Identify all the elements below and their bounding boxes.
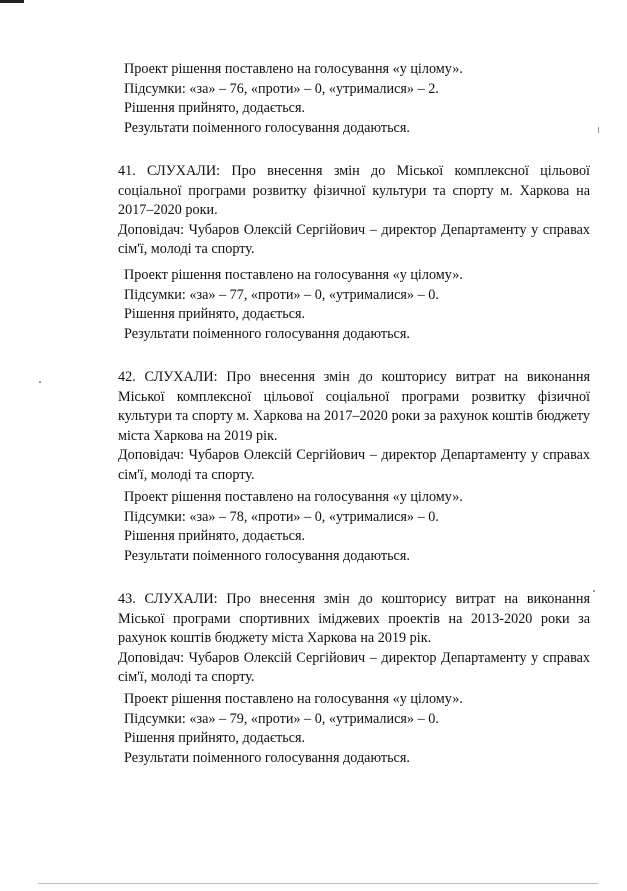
speaker: Доповідач: Чубаров Олексій Сергійович – директор Департаменту у справах сім'ї, молоді та спорту. [118, 221, 590, 258]
vote-line: Результати поіменного голосування додаються. [124, 119, 410, 136]
heard-label: 43. СЛУХАЛИ: [118, 591, 218, 607]
heard-label: 41. СЛУХАЛИ: [118, 163, 221, 179]
vote-line: Рішення прийнято, додається. [124, 528, 306, 545]
item-title-first: Про внесення змін до Міської комплексної цільової [231, 163, 590, 179]
item-title-first: Про внесення змін до кошторису витрат на виконання [226, 369, 590, 385]
scan-speck [593, 590, 595, 592]
vote-line: Проект рішення поставлено на голосування «у цілому». [124, 267, 463, 283]
agenda-item-43 [118, 590, 590, 688]
vote-line: Проект рішення поставлено на голосування «у цілому». [124, 489, 463, 505]
vote-line: Результати поіменного голосування додаються. [124, 547, 410, 564]
item-title [118, 590, 590, 649]
item-title-rest: Міської програми спортивних іміджевих проектів на 2013-2020 роки за рахунок коштів бюджету міста Харкова на 2019 рік. [118, 610, 590, 647]
item-title [118, 162, 590, 221]
vote-line: Проект рішення поставлено на голосування «у цілому». [124, 61, 463, 77]
vote-line: Результати поіменного голосування додаються. [124, 749, 410, 766]
vote-block-top [124, 60, 594, 138]
vote-block-43 [124, 690, 594, 768]
vote-block-42 [124, 488, 594, 566]
vote-line: Підсумки: «за» – 79, «проти» – 0, «утрималися» – 0. [124, 710, 439, 727]
bottom-scan-edge [38, 883, 598, 884]
item-title-first: Про внесення змін до кошторису витрат на виконання [226, 591, 590, 607]
vote-line: Проект рішення поставлено на голосування «у цілому». [124, 691, 463, 707]
item-title [118, 368, 590, 446]
vote-line: Підсумки: «за» – 78, «проти» – 0, «утрималися» – 0. [124, 508, 439, 525]
vote-line: Результати поіменного голосування додаються. [124, 325, 410, 342]
vote-line: Рішення прийнято, додається. [124, 100, 306, 117]
item-title-rest: соціальної програми розвитку фізичної культури та спорту м. Харкова на 2017–2020 роки. [118, 182, 590, 219]
vote-line: Підсумки: «за» – 77, «проти» – 0, «утрималися» – 0. [124, 286, 439, 303]
agenda-item-42 [118, 368, 590, 486]
scan-corner-mark [0, 0, 24, 3]
vote-block-41 [124, 266, 594, 344]
speaker: Доповідач: Чубаров Олексій Сергійович – директор Департаменту у справах сім'ї, молоді та спорту. [118, 447, 590, 483]
scan-speck [39, 381, 41, 383]
item-title-rest: Міської комплексної цільової соціальної програми розвитку фізичної культури та спорту м. Харкова на 2017–2020 роки за рахунок коштів бюджету міста Харкова на 2019 рік. [118, 388, 590, 444]
vote-line: Підсумки: «за» – 76, «проти» – 0, «утрималися» – 2. [124, 80, 439, 97]
scan-speck [598, 127, 599, 133]
vote-line: Рішення прийнято, додається. [124, 306, 306, 323]
agenda-item-41 [118, 162, 590, 260]
heard-label: 42. СЛУХАЛИ: [118, 369, 218, 385]
vote-line: Рішення прийнято, додається. [124, 730, 306, 747]
speaker: Доповідач: Чубаров Олексій Сергійович – директор Департаменту у справах сім'ї, молоді та спорту. [118, 649, 590, 686]
